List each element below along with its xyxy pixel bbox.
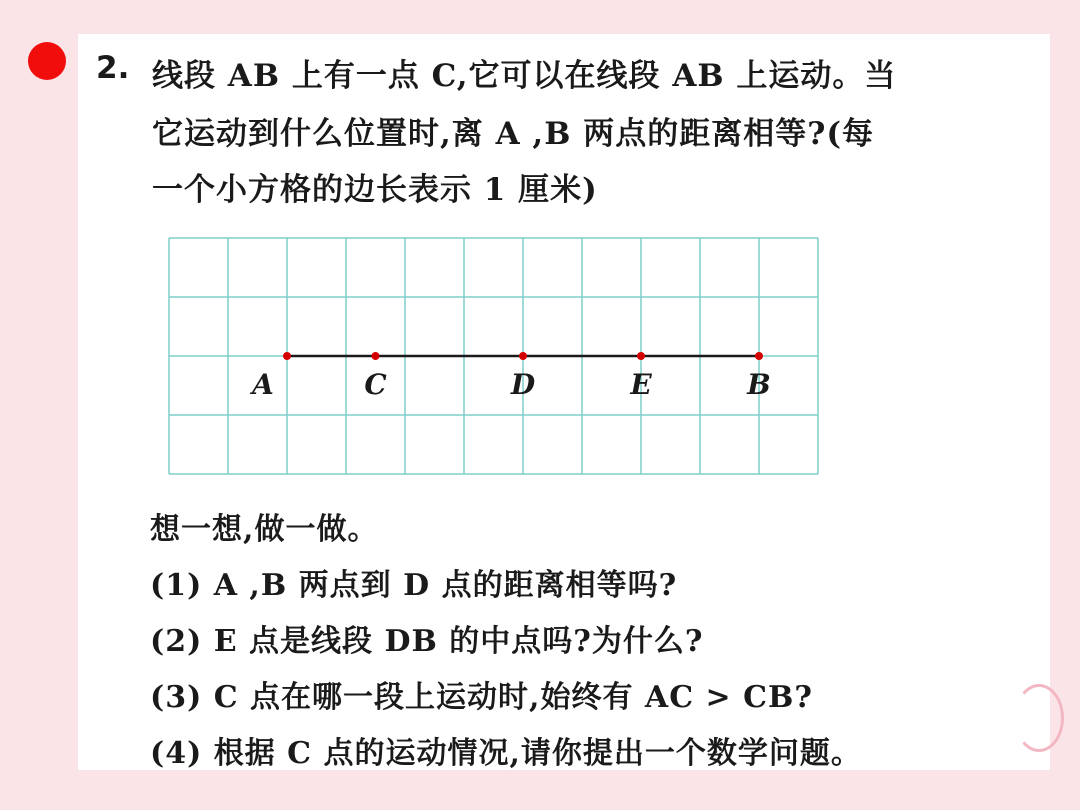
question-line-1: 线段 AB 上有一点 C,它可以在线段 AB 上运动。当	[152, 58, 897, 94]
label-a: A	[252, 368, 274, 401]
grid-diagram	[168, 237, 824, 479]
point-d	[519, 352, 527, 360]
think-heading: 想一想,做一做。	[150, 512, 379, 547]
question-line-2: 它运动到什么位置时,离 A ,B 两点的距离相等?(每	[152, 116, 875, 152]
label-d: D	[510, 368, 536, 401]
problem-card	[78, 34, 1050, 770]
sub-question-4: (4) 根据 C 点的运动情况,请你提出一个数学问题。	[150, 736, 862, 771]
question-number: 2.	[96, 50, 130, 86]
label-c: C	[364, 368, 387, 401]
sub-question-2: (2) E 点是线段 DB 的中点吗?为什么?	[150, 624, 704, 659]
question-line-3: 一个小方格的边长表示 1 厘米)	[152, 172, 598, 208]
label-e: E	[630, 368, 652, 401]
decorative-arc-icon	[1014, 684, 1064, 752]
point-c	[372, 352, 380, 360]
red-bullet-icon	[28, 42, 66, 80]
point-e	[637, 352, 645, 360]
point-a	[283, 352, 291, 360]
sub-question-1: (1) A ,B 两点到 D 点的距离相等吗?	[150, 568, 678, 603]
label-b: B	[747, 368, 771, 401]
sub-question-3: (3) C 点在哪一段上运动时,始终有 AC > CB?	[150, 680, 813, 715]
point-b	[755, 352, 763, 360]
